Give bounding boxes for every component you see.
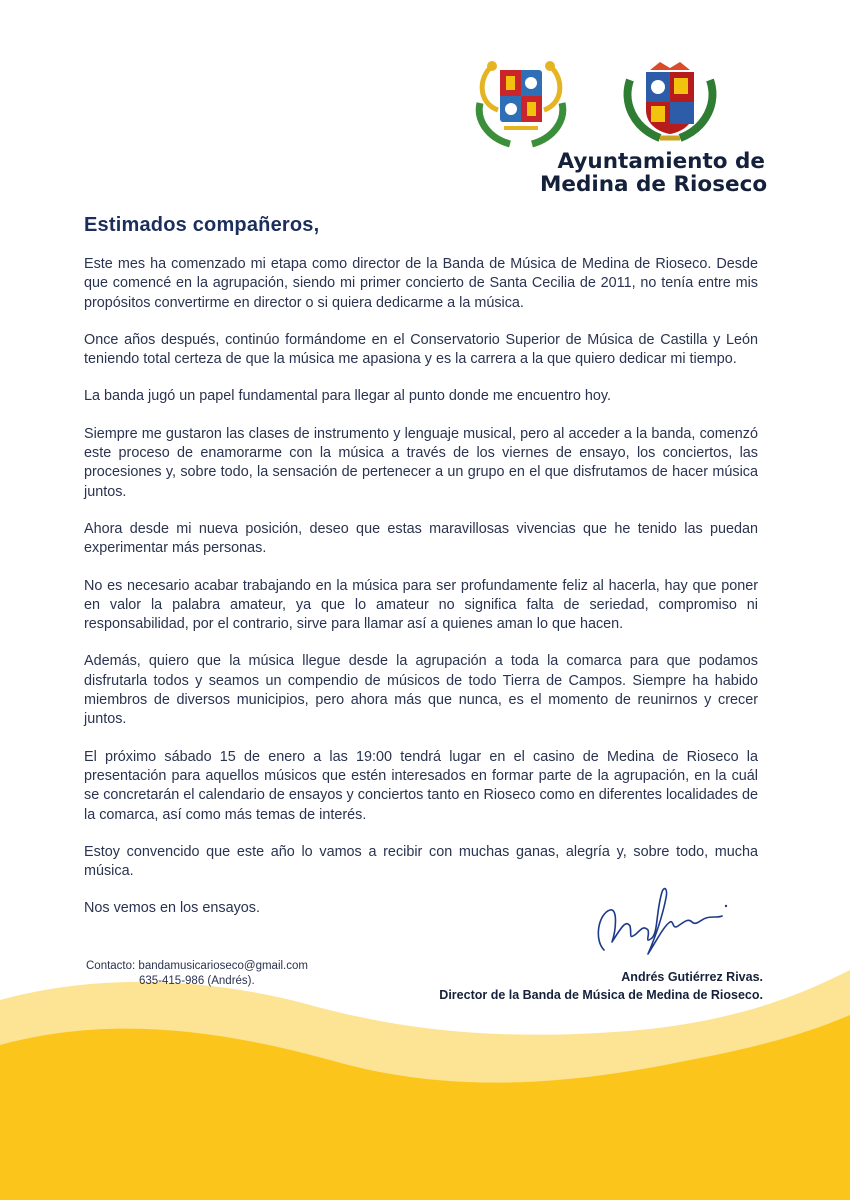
handwritten-signature-icon xyxy=(592,882,732,962)
city-name-line1: Ayuntamiento de xyxy=(557,149,765,174)
contact-email: Contacto: bandamusicarioseco@gmail.com xyxy=(86,960,308,972)
city-coat-of-arms-icon xyxy=(620,58,720,146)
paragraph-7: Además, quiero que la música llegue desde la agrupación a toda la comarca para que podamos disfrutarla todos y seamos un compendio de músicos de todo Tierra de Campos. Siempre ha habido miembros de diversos municipios, pero ahora más que nunca, es el momento de reunirnos y crecer juntos. xyxy=(84,653,758,728)
paragraph-4: Siempre me gustaron las clases de instrumento y lenguaje musical, pero al acceder a la banda, comenzó este proceso de enamorarme con la música a través de los viernes de ensayo, los conciertos, las procesiones y, sobre todo, la sensación de pertenecer a un grupo en el que disfrutamos de hacer música juntos. xyxy=(84,425,758,500)
paragraph-8: El próximo sábado 15 de enero a las 19:00 tendrá lugar en el casino de Medina de Rioseco la presentación para aquellos músicos que estén interesados en formar parte de la agrupación, en la cuál se concretarán el calendario de ensayos y conciertos tanto en Rioseco como en diferentes localidades de la comarca, así como más temas de interés. xyxy=(84,748,758,823)
paragraph-5: Ahora desde mi nueva posición, deseo que estas maravillosas vivencias que he tenido las puedan experimentar más personas. xyxy=(84,520,758,557)
paragraph-3: La banda jugó un papel fundamental para llegar al punto donde me encuentro hoy. xyxy=(84,388,611,405)
paragraph-2: Once años después, continúo formándome en el Conservatorio Superior de Música de Castilla y León teniendo total certeza de que la música me apasiona y es la carrera a la que quiero dedicar mi tiempo. xyxy=(84,331,758,368)
letter-body xyxy=(84,255,758,937)
signer-title: Director de la Banda de Música de Medina de Rioseco. xyxy=(439,988,763,1002)
contact-phone: 635-415-986 (Andrés). xyxy=(139,975,255,987)
signature-block xyxy=(439,968,763,1004)
paragraph-6: No es necesario acabar trabajando en la música para ser profundamente feliz al hacerla, hay que poner en valor la palabra amateur, ya que lo amateur no significa falta de seriedad, compromiso ni responsabilidad, por el contrario, sirve para llamar así a quienes aman lo que hacen. xyxy=(84,577,758,633)
paragraph-9: Estoy convencido que este año lo vamos a recibir con muchas ganas, alegría y, sobre todo, mucha música. xyxy=(84,843,758,880)
paragraph-10: Nos vemos en los ensayos. xyxy=(84,900,260,917)
signer-name: Andrés Gutiérrez Rivas. xyxy=(621,970,763,984)
letter-greeting: Estimados compañeros, xyxy=(84,214,320,236)
city-name-line2: Medina de Rioseco xyxy=(540,172,768,197)
city-hall-name xyxy=(540,149,768,197)
paragraph-1: Este mes ha comenzado mi etapa como director de la Banda de Música de Medina de Rioseco. Desde que comencé en la agrupación, siendo mi primer concierto de Santa Cecilia de 2011, no tenía entre mis propósitos convertirme en director o si quiera dedicarme a la música. xyxy=(84,256,758,311)
contact-info xyxy=(86,959,308,989)
band-lyre-crest-icon xyxy=(470,58,572,150)
